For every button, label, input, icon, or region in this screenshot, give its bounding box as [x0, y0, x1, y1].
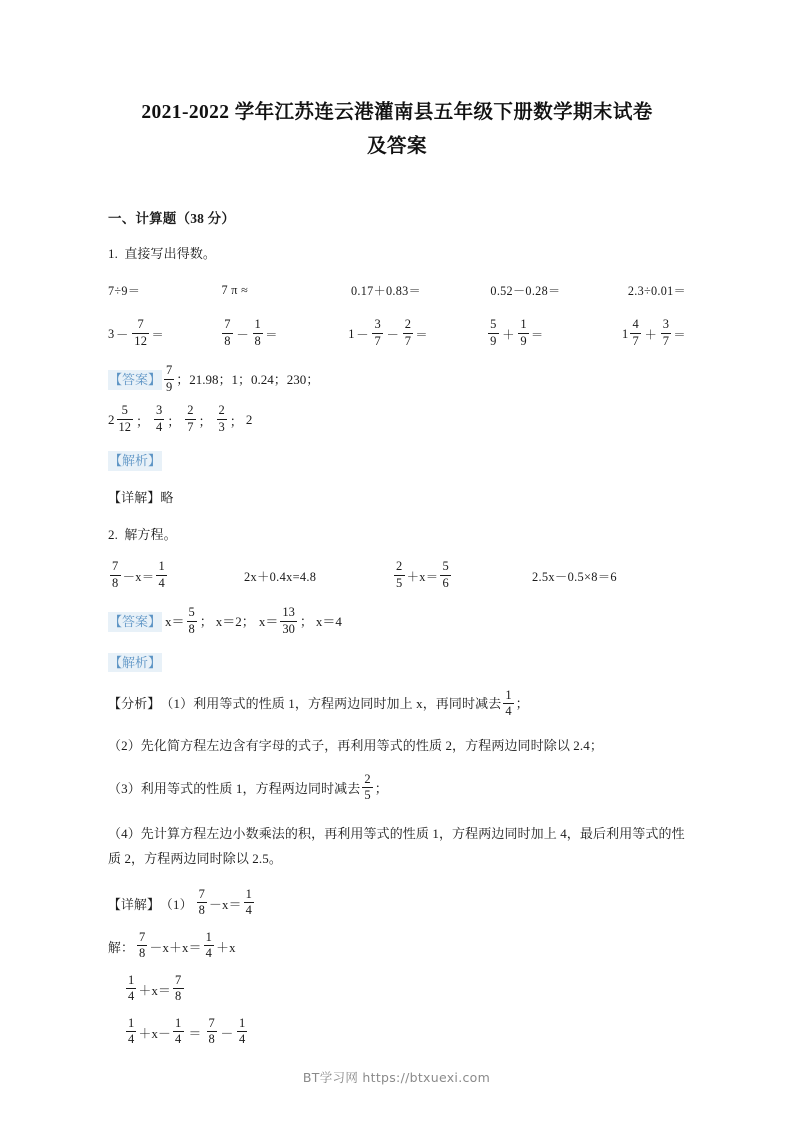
- numerator: 5: [490, 317, 497, 332]
- denominator: 30: [282, 621, 295, 636]
- footer-watermark: BT学习网 https://btxuexi.com: [302, 1070, 491, 1085]
- numerator: 1: [238, 1015, 246, 1030]
- fenxi-item-3-text: （3）利用等式的性质 1，方程两边同时减去: [108, 780, 361, 796]
- fenxi-item-4: （4）先计算方程左边小数乘法的积，再利用等式的性质 1，方程两边同时加上 4，最后利用等式的性质 2，方程两边同时除以 2.5。: [108, 825, 685, 866]
- numerator: 1: [245, 886, 253, 901]
- separator: ；: [199, 614, 213, 630]
- step-middle: ＋x－: [138, 1026, 172, 1041]
- denominator: 8: [208, 1032, 215, 1047]
- fraction: [403, 318, 414, 348]
- question-2-prompt-text: 解方程。: [124, 526, 177, 542]
- fraction: [173, 974, 183, 1004]
- question-1-answer: [108, 365, 686, 395]
- fraction: [137, 931, 147, 961]
- fraction: [362, 773, 372, 803]
- numerator: 7: [139, 929, 146, 944]
- jiexi-marker: 【解析】: [108, 451, 162, 471]
- denominator: 12: [118, 419, 131, 434]
- fraction: [156, 560, 167, 590]
- expr-item: 0.52－0.28＝: [490, 284, 561, 299]
- page-title: [108, 96, 686, 163]
- fraction: [661, 318, 672, 348]
- title-line-1: 2021-2022 学年江苏连云港灌南县五年级下册数学期末试卷: [141, 102, 653, 123]
- fenxi-marker: 【分析】: [108, 696, 161, 712]
- numerator: 1: [175, 1015, 182, 1030]
- denominator: 8: [139, 946, 146, 961]
- numerator: 7: [198, 886, 206, 901]
- equation-middle: －x＝: [122, 569, 155, 584]
- fraction: [244, 888, 254, 918]
- numerator: 3: [156, 403, 163, 418]
- fraction: [217, 404, 227, 434]
- expr-item: 2.3÷0.01＝: [627, 284, 686, 299]
- expr-item: 0.17＋0.83＝: [351, 284, 422, 299]
- denominator: 4: [175, 1032, 182, 1047]
- equation-3: [392, 561, 532, 591]
- xiangjie-label: （1）: [160, 897, 193, 912]
- fraction: [372, 318, 383, 348]
- equation-2: 2x＋0.4x=4.8: [244, 569, 317, 584]
- answer-1-prefix: x＝: [165, 614, 185, 630]
- denominator: 8: [224, 333, 231, 348]
- operator: －: [116, 328, 129, 343]
- denominator: 12: [134, 333, 148, 348]
- xiangjie-line-3: [108, 974, 686, 1004]
- whole-number: 1: [348, 326, 355, 341]
- numerator: 1: [254, 317, 262, 332]
- equation-middle: ＋x＝: [406, 569, 439, 584]
- denominator: 5: [364, 788, 371, 803]
- numerator: 2: [364, 771, 371, 786]
- equals: ＝: [415, 328, 428, 343]
- fraction: [488, 318, 499, 348]
- answer-last: 2: [245, 412, 253, 428]
- equals: ＝: [265, 328, 278, 343]
- separator: ；: [299, 614, 313, 630]
- fraction: [164, 364, 174, 394]
- denominator: 4: [505, 704, 512, 719]
- fraction: [253, 318, 264, 348]
- answer-marker: 【答案】: [108, 612, 162, 632]
- step-tail: ＋x: [216, 940, 236, 955]
- step-middle: ＋x＝: [138, 983, 172, 998]
- xiangjie-line-1: [108, 888, 686, 918]
- fraction: [503, 689, 513, 719]
- fraction: [126, 974, 136, 1004]
- denominator: 6: [442, 575, 450, 590]
- fenxi-item-1: [108, 689, 686, 719]
- denominator: 7: [404, 333, 412, 348]
- equals: ＝: [151, 328, 165, 343]
- answer-rest: ；21.98；1；0.24；230；: [176, 372, 320, 388]
- question-1-fraction-row: [108, 319, 686, 349]
- equals: ＝: [530, 328, 544, 343]
- numerator: 13: [282, 605, 295, 620]
- xiangjie-marker: 【详解】: [108, 897, 160, 912]
- equation-4: 2.5x－0.5×8＝6: [532, 569, 617, 584]
- fraction: [197, 888, 207, 918]
- expr-item-fraction: [622, 319, 686, 349]
- numerator: 5: [442, 559, 450, 574]
- equation-1: [108, 561, 244, 591]
- section-heading: 一、计算题（38 分）: [108, 211, 236, 227]
- expr-item: 7 π ≈: [221, 283, 249, 298]
- denominator: 7: [662, 333, 670, 348]
- solution-prefix: 解：: [108, 940, 134, 955]
- operator: ＋: [502, 328, 515, 343]
- numerator: 2: [396, 559, 403, 574]
- numerator: 1: [505, 687, 512, 702]
- expr-item-fraction: [486, 319, 622, 349]
- answer-3-prefix: x＝: [258, 614, 279, 630]
- question-1-answer-line-2: [108, 405, 686, 435]
- numerator: 7: [208, 1015, 215, 1030]
- fraction: [280, 606, 297, 636]
- question-2-prompt: [108, 525, 686, 545]
- fraction: [207, 1017, 217, 1047]
- fraction: [185, 404, 195, 434]
- answer-2: x＝2；: [215, 614, 255, 630]
- fraction: [518, 318, 529, 348]
- denominator: 3: [218, 419, 225, 434]
- numerator: 7: [175, 972, 182, 987]
- fenxi-item-2: （2）先化简方程左边含有字母的式子，再利用等式的性质 2，方程两边同时除以 2.4；: [108, 738, 603, 754]
- question-2-answer: [108, 607, 686, 637]
- fraction: [204, 931, 214, 961]
- numerator: 7: [112, 559, 119, 574]
- whole-number: 3: [108, 326, 115, 341]
- fraction: [126, 1017, 136, 1047]
- fraction: [237, 1017, 247, 1047]
- expr-item-fraction: [348, 319, 486, 349]
- jiexi-marker: 【解析】: [108, 653, 162, 673]
- denominator: 9: [166, 379, 173, 394]
- question-1-decimal-row: [108, 282, 686, 299]
- fraction: [222, 318, 233, 348]
- step-equals: ＝: [188, 1026, 202, 1041]
- question-1-prompt-text: 直接写出得数。: [124, 246, 217, 262]
- question-1-number: 1.: [108, 246, 118, 262]
- denominator: 5: [396, 575, 403, 590]
- xiangjie-line-2: [108, 931, 686, 961]
- question-1-prompt: [108, 244, 686, 264]
- fraction: [132, 318, 149, 348]
- fenxi-item-3-post: ；: [374, 780, 388, 796]
- numerator: 1: [520, 317, 527, 332]
- numerator: 5: [121, 403, 128, 418]
- denominator: 4: [158, 575, 166, 590]
- fraction: [394, 560, 405, 590]
- numerator: 7: [224, 317, 231, 332]
- fraction: [630, 318, 641, 348]
- numerator: 3: [374, 317, 382, 332]
- numerator: 1: [158, 559, 166, 574]
- question-2-number: 2.: [108, 526, 118, 542]
- numerator: 7: [166, 363, 173, 378]
- denominator: 9: [520, 333, 527, 348]
- xiangjie-line-4: [108, 1017, 686, 1047]
- numerator: 5: [188, 605, 195, 620]
- fraction: [187, 606, 197, 636]
- fraction: [173, 1017, 183, 1047]
- fraction: [117, 404, 134, 434]
- denominator: 7: [187, 419, 194, 434]
- operator: －: [236, 328, 250, 343]
- numerator: 4: [632, 317, 640, 332]
- fenxi-item-1-text: （1）利用等式的性质 1，方程两边同时加上 x，再同时减去: [160, 696, 502, 712]
- fenxi-item-1-post: ；: [515, 696, 529, 712]
- question-1-xiangjie: 【详解】略: [108, 489, 174, 505]
- fraction: [110, 560, 121, 590]
- numerator: 2: [187, 403, 194, 418]
- whole-number: 1: [621, 326, 629, 341]
- fraction: [440, 560, 451, 590]
- denominator: 8: [198, 903, 206, 918]
- whole-number: 2: [108, 412, 115, 428]
- expr-item: 7÷9＝: [108, 284, 141, 299]
- step-middle: －x＋x＝: [149, 940, 202, 955]
- question-1-jiexi: [108, 451, 686, 471]
- denominator: 8: [175, 989, 182, 1004]
- numerator: 7: [137, 317, 145, 332]
- denominator: 8: [112, 575, 119, 590]
- page-content: [108, 96, 686, 1047]
- separator: ；: [136, 413, 150, 429]
- separator: ；: [167, 413, 181, 429]
- denominator: 4: [156, 419, 163, 434]
- denominator: 8: [188, 621, 195, 636]
- expr-item-fraction: [108, 319, 220, 349]
- denominator: 8: [254, 333, 262, 348]
- expr-item-fraction: [220, 319, 348, 349]
- fenxi-item-3: [108, 771, 686, 804]
- numerator: 1: [205, 929, 213, 944]
- denominator: 7: [374, 333, 382, 348]
- numerator: 2: [404, 317, 412, 332]
- step-minus: －: [220, 1026, 234, 1041]
- title-line-2: 及答案: [367, 135, 427, 157]
- separator: ；: [229, 413, 243, 429]
- answer-marker: 【答案】: [108, 370, 162, 390]
- operator: －: [386, 328, 400, 343]
- separator: ；: [198, 413, 212, 429]
- step-middle: －x＝: [209, 897, 242, 912]
- denominator: 4: [128, 1032, 135, 1047]
- denominator: 4: [205, 946, 213, 961]
- denominator: 4: [128, 989, 135, 1004]
- question-2-jiexi: [108, 653, 686, 673]
- question-2-equation-row: [108, 561, 686, 591]
- answer-4: x＝4: [315, 614, 342, 630]
- numerator: 3: [662, 317, 670, 332]
- numerator: 1: [128, 972, 135, 987]
- denominator: 9: [490, 333, 497, 348]
- numerator: 1: [128, 1015, 135, 1030]
- denominator: 4: [238, 1032, 246, 1047]
- operator: －: [356, 328, 369, 343]
- denominator: 7: [632, 333, 640, 348]
- fraction: [154, 404, 164, 434]
- numerator: 2: [218, 403, 225, 418]
- denominator: 4: [245, 903, 253, 918]
- equals: ＝: [673, 328, 686, 343]
- operator: ＋: [644, 328, 658, 343]
